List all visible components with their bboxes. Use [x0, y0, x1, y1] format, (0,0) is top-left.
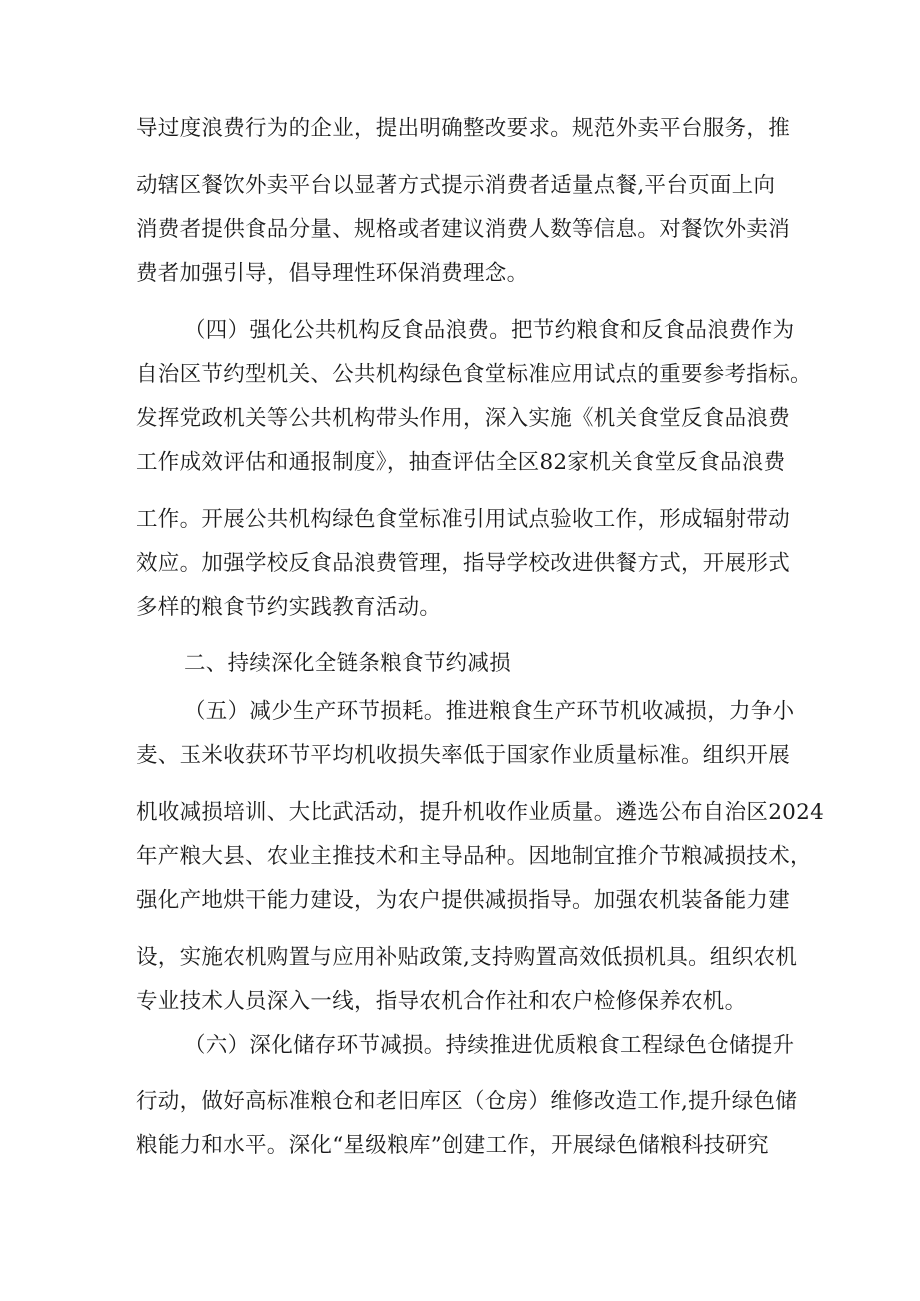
- body-text-line: 专业技术人员深入一线，指导农机合作社和农户检修保养农机。: [136, 989, 747, 1014]
- body-text-line: 费者加强引导，倡导理性环保消费理念。: [136, 261, 529, 286]
- body-text-line: 效应。加强学校反食品浪费管理，指导学校改进供餐方式，开展形式: [136, 551, 791, 576]
- body-text-line: 工作。开展公共机构绿色食堂标准引用试点验收工作，形成辐射带动: [136, 507, 791, 532]
- body-text-line: 多样的粮食节约实践教育活动。: [136, 595, 442, 620]
- body-text-line: 发挥党政机关等公共机构带头作用，深入实施《机关食堂反食品浪费: [136, 406, 791, 431]
- body-text-line: 粮能力和水平。深化“星级粮库”创建工作，开展绿色储粮科技研究: [136, 1133, 769, 1158]
- body-text-line: 强化产地烘干能力建设，为农户提供减损指导。加强农机装备能力建: [136, 888, 791, 913]
- section-heading-6: （六）深化储存环节减损。持续推进优质粮食工程绿色仓储提升: [184, 1033, 795, 1058]
- body-text-line: 机收减损培训、大比武活动，提升机收作业质量。遴选公布自治区2024: [136, 800, 825, 825]
- body-text-line: 行动，做好高标准粮仓和老旧库区（仓房）维修改造工作,提升绿色储: [136, 1089, 798, 1114]
- section-heading-4: （四）强化公共机构反食品浪费。把节约粮食和反食品浪费作为: [184, 318, 795, 343]
- body-text-line: 年产粮大县、农业主推技术和主导品种。因地制宜推介节粮减损技术，: [136, 844, 812, 869]
- body-text-line: 麦、玉米收获环节平均机收损失率低于国家作业质量标准。组织开展: [136, 743, 791, 768]
- chapter-heading-2: 二、持续深化全链条粮食节约减损: [184, 651, 512, 676]
- body-text-line: 导过度浪费行为的企业，提出明确整改要求。规范外卖平台服务，推: [136, 116, 791, 141]
- body-text-line: 自治区节约型机关、公共机构绿色食堂标准应用试点的重要参考指标。: [136, 362, 812, 387]
- body-text-line: 工作成效评估和通报制度》，抽查评估全区82家机关食堂反食品浪费: [136, 450, 786, 475]
- body-text-line: 消费者提供食品分量、规格或者建议消费人数等信息。对餐饮外卖消: [136, 217, 791, 242]
- body-text-line: 动辖区餐饮外卖平台以显著方式提示消费者适量点餐,平台页面上向: [136, 173, 776, 198]
- body-text-line: 设，实施农机购置与应用补贴政策,支持购置高效低损机具。组织农机: [136, 945, 798, 970]
- section-heading-5: （五）减少生产环节损耗。推进粮食生产环节机收减损，力争小: [184, 699, 795, 724]
